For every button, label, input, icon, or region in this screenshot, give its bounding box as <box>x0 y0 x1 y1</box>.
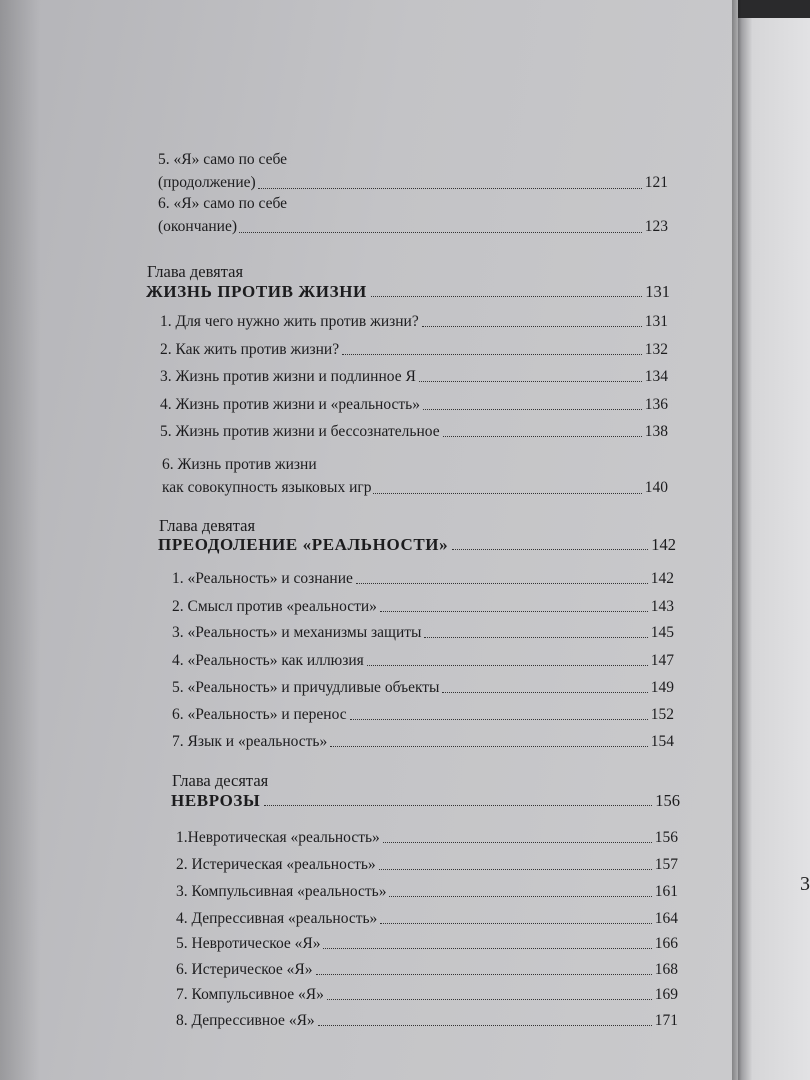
toc-entry <box>160 423 668 441</box>
dot-leader <box>423 409 642 410</box>
dot-leader <box>264 805 652 806</box>
dot-leader <box>380 923 651 924</box>
toc-entry-text: 4. Депрессивная «реальность» <box>176 910 378 927</box>
chapter-label: Глава девятая <box>159 516 256 535</box>
toc-page-number: 164 <box>654 910 678 927</box>
toc-page-number: 171 <box>654 1012 678 1029</box>
spine-shadow <box>732 0 742 1080</box>
chapter-heading <box>171 791 680 811</box>
toc-page-number: 168 <box>654 961 678 978</box>
toc-entry-text: 8. Депрессивное «Я» <box>176 1012 315 1029</box>
toc-entry-text-cont: как совокупность языковых игр <box>162 479 372 496</box>
toc-entry-text: 7. Язык и «реальность» <box>172 733 328 750</box>
toc-page-number: 121 <box>644 174 668 191</box>
toc-entry <box>172 652 674 670</box>
toc-entry <box>162 453 668 499</box>
toc-page-number: 123 <box>644 218 668 235</box>
facing-page-mark: 3 <box>800 873 810 895</box>
toc-page-number: 152 <box>650 706 674 723</box>
toc-entry-text: 1. Для чего нужно жить против жизни? <box>160 313 419 330</box>
toc-entry-text: 2. Как жить против жизни? <box>160 341 340 358</box>
toc-entry-text: 7. Компульсивное «Я» <box>176 986 324 1003</box>
toc-page-number: 156 <box>654 829 678 846</box>
toc-page-number: 142 <box>651 535 676 554</box>
dot-leader <box>424 637 647 638</box>
toc-entry <box>172 624 674 642</box>
toc-page-number: 157 <box>654 856 678 873</box>
toc-entry-text-cont: (продолжение) <box>158 174 256 191</box>
toc-page-number: 134 <box>644 368 668 385</box>
toc-entry <box>160 396 668 414</box>
dot-leader <box>330 746 648 747</box>
toc-entry-text: 4. Жизнь против жизни и «реальность» <box>160 396 420 413</box>
toc-page-number: 145 <box>650 624 674 641</box>
chapter-title: НЕВРОЗЫ <box>171 791 261 810</box>
toc-entry <box>176 961 678 979</box>
dot-leader <box>258 188 642 189</box>
toc-entry <box>176 910 678 928</box>
dot-leader <box>239 232 642 233</box>
toc-entry-text: 2. Истерическая «реальность» <box>176 856 376 873</box>
dot-leader <box>342 354 642 355</box>
dot-leader <box>443 436 642 437</box>
dot-leader <box>380 611 648 612</box>
toc-page-number: 166 <box>654 935 678 952</box>
dot-leader <box>327 999 652 1000</box>
toc-page-number: 149 <box>650 679 674 696</box>
toc-entry-text: 4. «Реальность» как иллюзия <box>172 652 364 669</box>
dot-leader <box>356 583 648 584</box>
toc-entry-text-cont: (окончание) <box>158 218 238 235</box>
toc-entry <box>160 313 668 331</box>
chapter-title: ПРЕОДОЛЕНИЕ «РЕАЛЬНОСТИ» <box>158 535 449 554</box>
toc-entry-text: 5. «Я» само по себе <box>158 151 288 168</box>
toc-page-number: 143 <box>650 598 674 615</box>
dot-leader <box>350 719 648 720</box>
toc-entry <box>176 883 678 901</box>
dot-leader <box>422 326 642 327</box>
toc-entry-text: 3. Компульсивная «реальность» <box>176 883 387 900</box>
toc-entry <box>160 341 668 359</box>
toc-entry-text: 6. «Я» само по себе <box>158 195 288 212</box>
toc-entry <box>176 856 678 874</box>
background-corner <box>738 0 810 18</box>
toc-entry-text: 5. Жизнь против жизни и бессознательное <box>160 423 440 440</box>
toc-entry-text: 3. «Реальность» и механизмы защиты <box>172 624 422 641</box>
dot-leader <box>419 381 642 382</box>
dot-leader <box>367 665 648 666</box>
toc-entry <box>158 192 668 238</box>
dot-leader <box>371 296 642 297</box>
toc-entry-text: 6. Жизнь против жизни <box>162 456 317 473</box>
toc-page-number: 132 <box>644 341 668 358</box>
toc-page-number: 147 <box>650 652 674 669</box>
chapter-label: Глава десятая <box>172 771 269 790</box>
toc-entry-text: 3. Жизнь против жизни и подлинное Я <box>160 368 416 385</box>
toc-entry <box>176 986 678 1004</box>
toc-entry-text: 6. «Реальность» и перенос <box>172 706 347 723</box>
toc-entry <box>172 679 674 697</box>
toc-page-number: 169 <box>654 986 678 1003</box>
toc-entry-text: 5. Невротическое «Я» <box>176 935 321 952</box>
toc-page-number: 156 <box>655 791 680 810</box>
toc-entry <box>176 935 678 953</box>
toc-entry <box>176 1012 678 1030</box>
toc-entry <box>172 706 674 724</box>
toc-entry-text: 2. Смысл против «реальности» <box>172 598 377 615</box>
toc-entry-text: 1. «Реальность» и сознание <box>172 570 353 587</box>
dot-leader <box>383 842 652 843</box>
chapter-heading <box>146 282 670 302</box>
facing-page-edge <box>738 0 810 1080</box>
toc-entry <box>172 598 674 616</box>
toc-entry <box>176 829 678 847</box>
toc-page-number: 131 <box>645 282 670 301</box>
toc-entry <box>172 570 674 588</box>
toc-page-number: 136 <box>644 396 668 413</box>
chapter-heading <box>158 535 676 555</box>
dot-leader <box>316 974 652 975</box>
dot-leader <box>452 549 648 550</box>
chapter-label: Глава девятая <box>147 262 244 281</box>
dot-leader <box>373 493 641 494</box>
toc-page-number: 131 <box>644 313 668 330</box>
toc-entry <box>172 733 674 751</box>
dot-leader <box>323 948 651 949</box>
toc-entry-text: 1.Невротическая «реальность» <box>176 829 380 846</box>
chapter-title: ЖИЗНЬ ПРОТИВ ЖИЗНИ <box>146 282 367 301</box>
toc-page-number: 154 <box>650 733 674 750</box>
toc-page-number: 142 <box>650 570 674 587</box>
toc-entry-text: 6. Истерическое «Я» <box>176 961 313 978</box>
toc-entry <box>160 368 668 386</box>
dot-leader <box>318 1025 652 1026</box>
dot-leader <box>389 896 651 897</box>
toc-entry <box>158 148 668 194</box>
toc-page-number: 161 <box>654 883 678 900</box>
dot-leader <box>442 692 647 693</box>
dot-leader <box>379 869 652 870</box>
toc-page-number: 140 <box>644 479 668 496</box>
toc-entry-text: 5. «Реальность» и причудливые объекты <box>172 679 440 696</box>
toc-page-number: 138 <box>644 423 668 440</box>
